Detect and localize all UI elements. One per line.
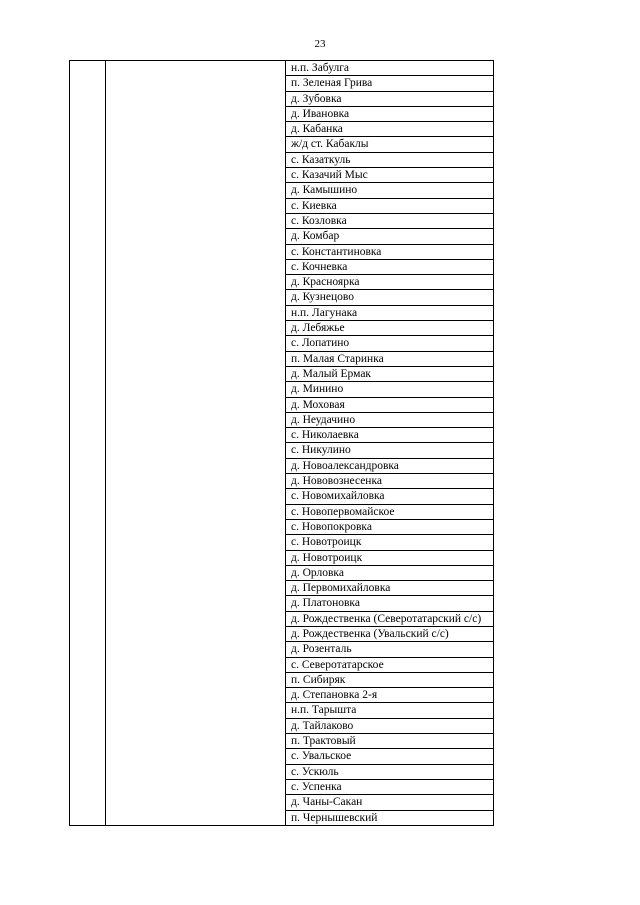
- settlement-name-cell: с. Казаткуль: [286, 152, 494, 167]
- settlement-name-cell: д. Минино: [286, 382, 494, 397]
- settlements-table: [69, 60, 494, 826]
- settlement-name-cell: д. Неудачино: [286, 412, 494, 427]
- settlement-name-cell: д. Рождественка (Северотатарский с/с): [286, 611, 494, 626]
- settlement-name-cell: с. Увальское: [286, 749, 494, 764]
- settlement-name-cell: д. Розенталь: [286, 642, 494, 657]
- settlement-name-cell: с. Казачий Мыс: [286, 168, 494, 183]
- settlement-name-cell: с. Киевка: [286, 198, 494, 213]
- settlement-name-cell: п. Малая Старинка: [286, 351, 494, 366]
- settlement-name-cell: с. Никулино: [286, 443, 494, 458]
- settlement-name-cell: д. Чаны-Сакан: [286, 795, 494, 810]
- settlement-name-cell: с. Кочневка: [286, 259, 494, 274]
- settlement-name-cell: п. Чернышевский: [286, 810, 494, 825]
- settlement-name-cell: д. Платоновка: [286, 596, 494, 611]
- settlement-name-cell: д. Степановка 2-я: [286, 688, 494, 703]
- settlement-name-cell: д. Новотроицк: [286, 550, 494, 565]
- settlement-name-cell: ж/д ст. Кабаклы: [286, 137, 494, 152]
- settlement-name-cell: п. Сибиряк: [286, 672, 494, 687]
- settlement-name-cell: н.п. Забулга: [286, 61, 494, 76]
- settlement-name-cell: н.п. Тарышта: [286, 703, 494, 718]
- settlement-name-cell: с. Новопокровка: [286, 519, 494, 534]
- settlement-name-cell: д. Новоалександровка: [286, 458, 494, 473]
- settlement-name-cell: н.п. Лагунака: [286, 305, 494, 320]
- settlement-name-cell: п. Трактовый: [286, 734, 494, 749]
- settlement-name-cell: д. Комбар: [286, 229, 494, 244]
- page-number: 23: [314, 38, 326, 50]
- settlement-name-cell: д. Ивановка: [286, 106, 494, 121]
- table-row: [70, 61, 494, 76]
- settlement-name-cell: д. Моховая: [286, 397, 494, 412]
- settlement-name-cell: д. Зубовка: [286, 91, 494, 106]
- settlement-name-cell: д. Кабанка: [286, 122, 494, 137]
- settlement-name-cell: с. Новотроицк: [286, 535, 494, 550]
- settlement-name-cell: д. Кузнецово: [286, 290, 494, 305]
- settlement-name-cell: с. Новомихайловка: [286, 489, 494, 504]
- settlement-name-cell: с. Успенка: [286, 779, 494, 794]
- settlement-name-cell: д. Камышино: [286, 183, 494, 198]
- settlement-name-cell: с. Константиновка: [286, 244, 494, 259]
- settlement-name-cell: с. Новопервомайское: [286, 504, 494, 519]
- empty-number-cell: [70, 61, 106, 826]
- settlement-name-cell: с. Николаевка: [286, 428, 494, 443]
- settlement-name-cell: д. Орловка: [286, 565, 494, 580]
- settlement-name-cell: д. Лебяжье: [286, 321, 494, 336]
- settlement-name-cell: с. Козловка: [286, 213, 494, 228]
- settlement-name-cell: д. Рождественка (Увальский с/с): [286, 626, 494, 641]
- settlement-name-cell: д. Красноярка: [286, 275, 494, 290]
- settlement-name-cell: с. Ускюль: [286, 764, 494, 779]
- settlement-name-cell: п. Зеленая Грива: [286, 76, 494, 91]
- settlement-name-cell: д. Первомихайловка: [286, 581, 494, 596]
- settlement-name-cell: д. Нововознесенка: [286, 474, 494, 489]
- settlement-name-cell: д. Тайлаково: [286, 718, 494, 733]
- settlement-name-cell: д. Малый Ермак: [286, 366, 494, 381]
- settlement-name-cell: с. Лопатино: [286, 336, 494, 351]
- settlement-name-cell: с. Северотатарское: [286, 657, 494, 672]
- empty-district-cell: [106, 61, 286, 826]
